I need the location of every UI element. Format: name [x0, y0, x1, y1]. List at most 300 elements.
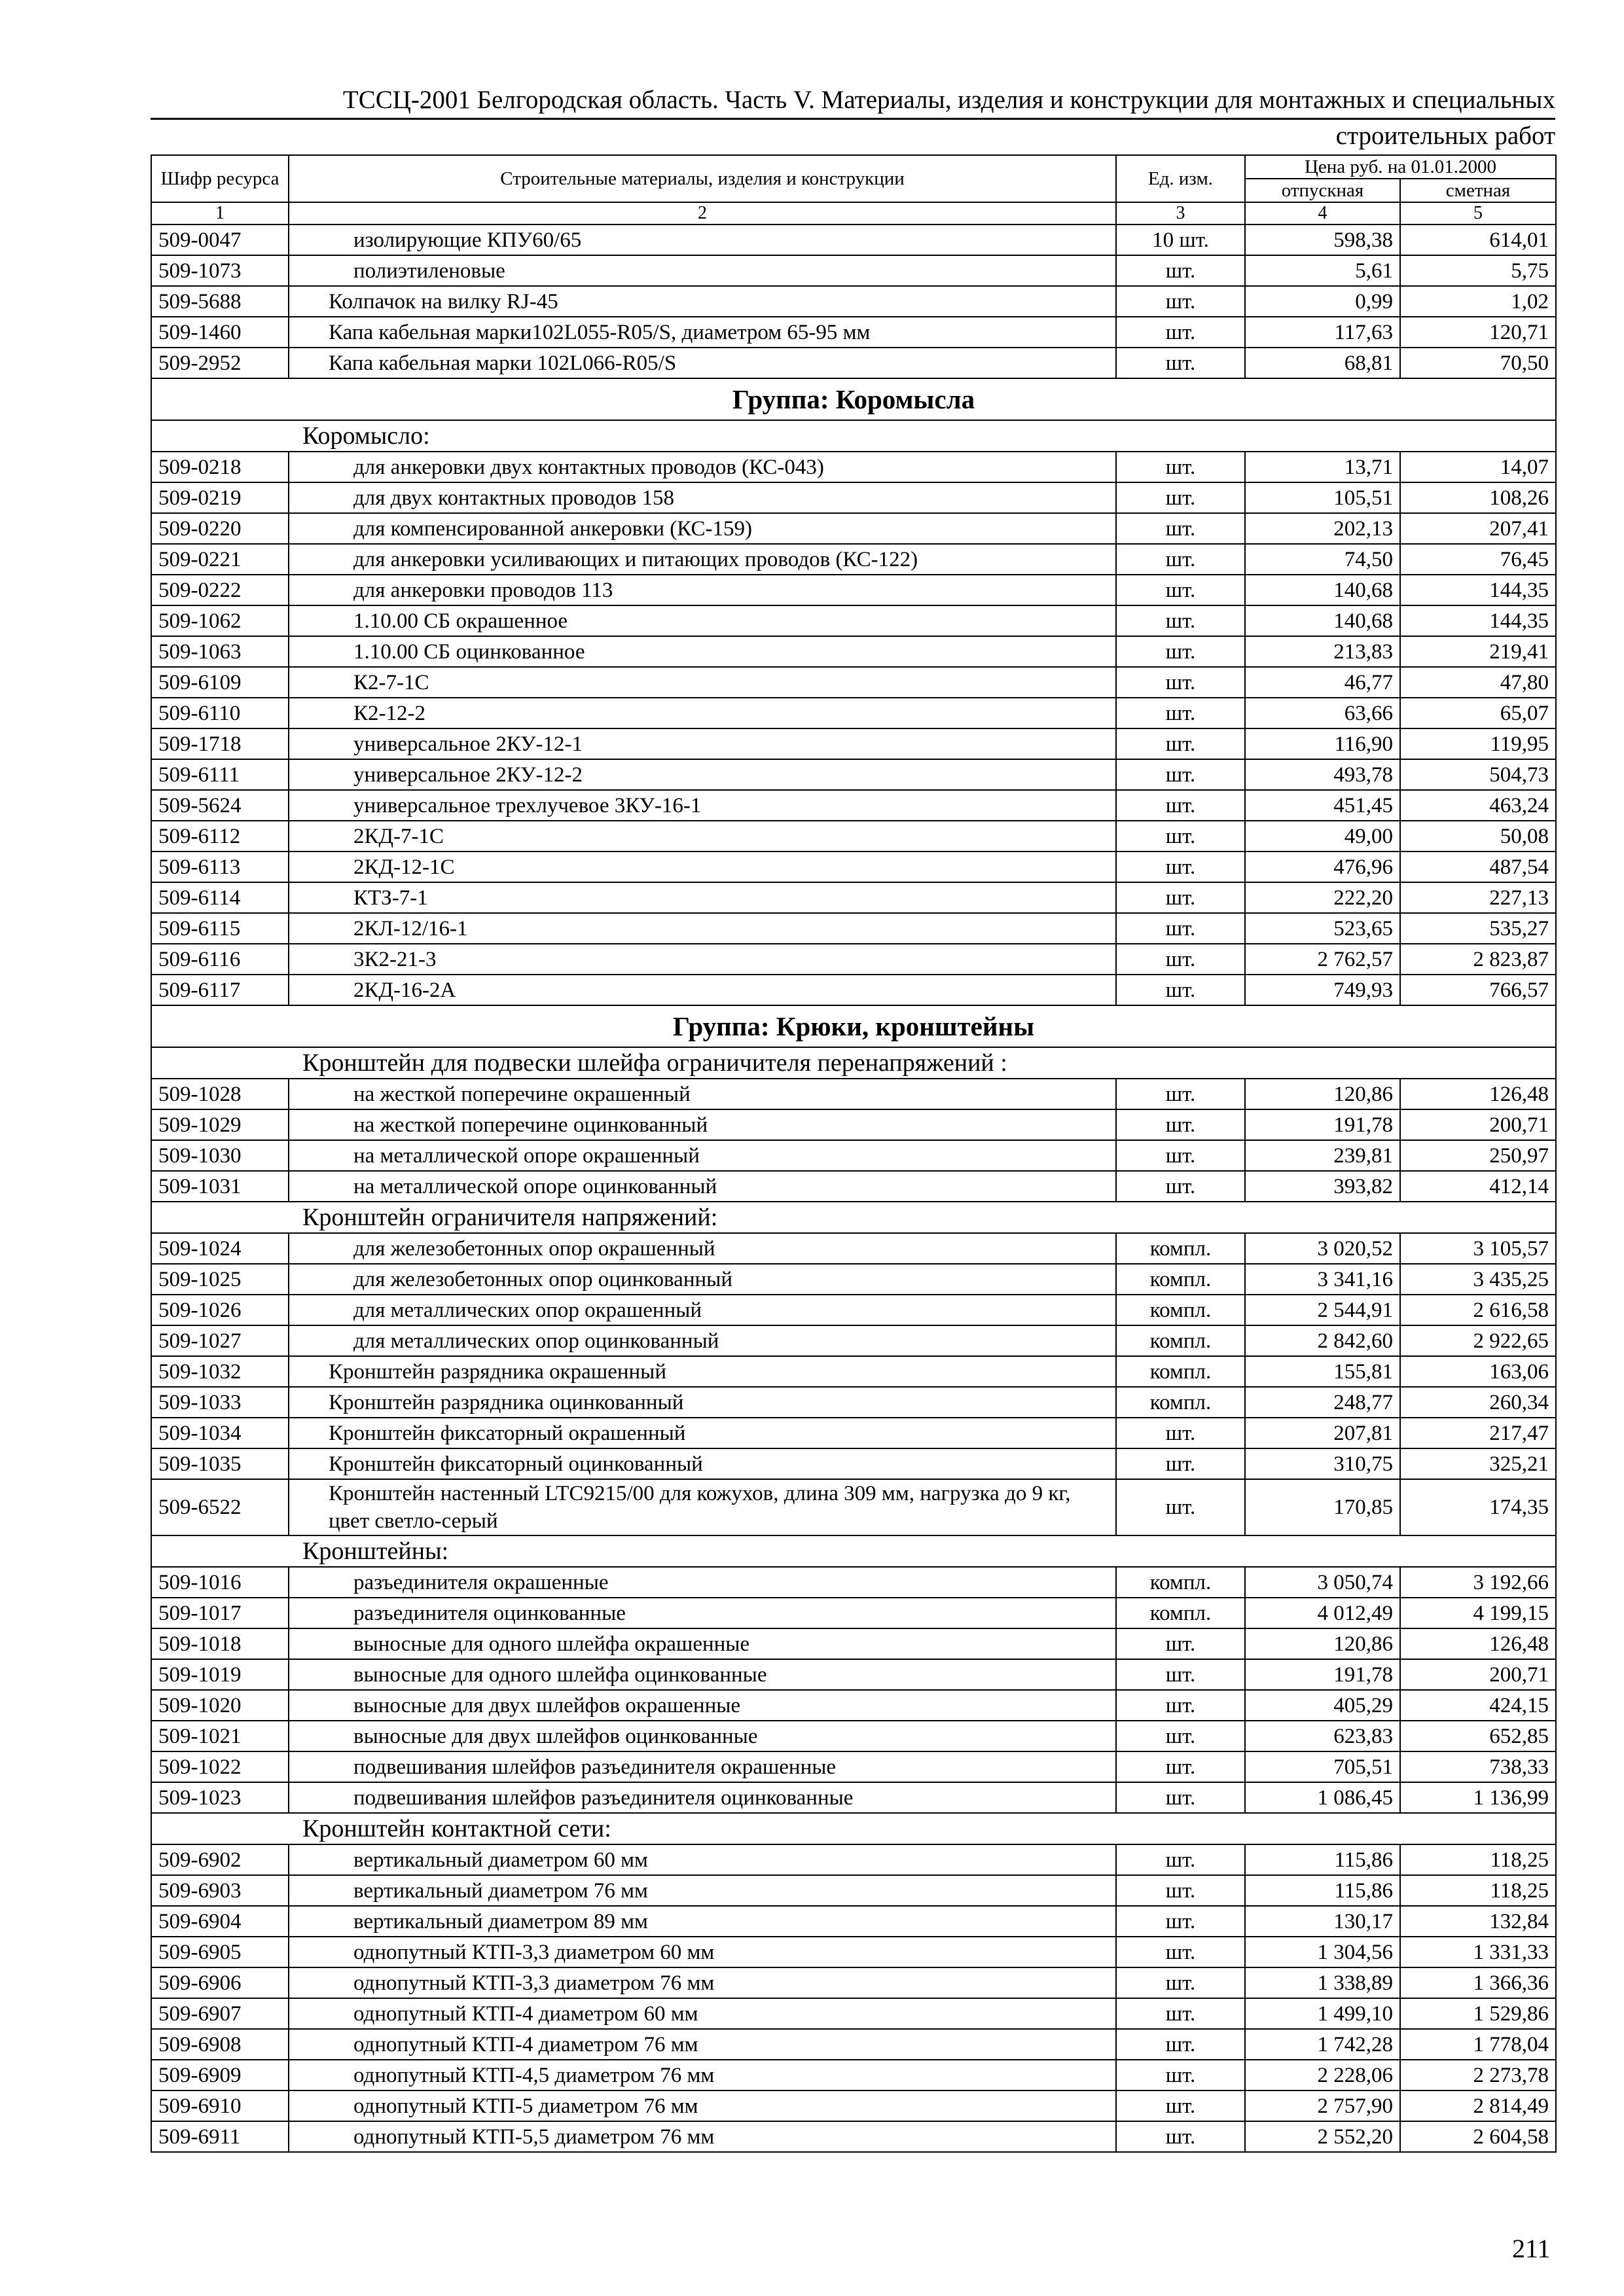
unit-cell: шт.	[1116, 1967, 1245, 1998]
estimate-price-cell: 200,71	[1400, 1659, 1556, 1690]
resource-code-cell: 509-6910	[151, 2090, 289, 2121]
unit-cell: шт.	[1116, 852, 1245, 882]
release-price-cell: 623,83	[1245, 1721, 1400, 1751]
table-row	[151, 224, 1556, 255]
unit-cell: шт.	[1116, 255, 1245, 286]
material-name-cell: выносные для двух шлейфов оцинкованные	[289, 1721, 1116, 1751]
release-price-cell: 115,86	[1245, 1875, 1400, 1906]
unit-cell: компл.	[1116, 1598, 1245, 1628]
release-price-cell: 117,63	[1245, 317, 1400, 348]
release-price-cell: 598,38	[1245, 224, 1400, 255]
table-row	[151, 913, 1556, 944]
unit-cell: шт.	[1116, 1690, 1245, 1721]
release-price-cell: 3 341,16	[1245, 1264, 1400, 1295]
resource-code-cell: 509-0218	[151, 452, 289, 482]
release-price-cell: 393,82	[1245, 1171, 1400, 1202]
resource-code-cell: 509-0220	[151, 513, 289, 544]
release-price-cell: 105,51	[1245, 482, 1400, 513]
estimate-price-cell: 163,06	[1400, 1356, 1556, 1387]
resource-code-cell: 509-1035	[151, 1448, 289, 1479]
table-row	[151, 2121, 1556, 2152]
estimate-price-cell: 487,54	[1400, 852, 1556, 882]
material-name-cell: для компенсированной анкеровки (КС-159)	[289, 513, 1116, 544]
estimate-price-cell: 1 331,33	[1400, 1937, 1556, 1967]
table-row	[151, 1418, 1556, 1448]
table-row	[151, 317, 1556, 348]
release-price-cell: 120,86	[1245, 1079, 1400, 1109]
col-header-code: Шифр ресурса	[151, 155, 289, 202]
resource-code-cell: 509-6113	[151, 852, 289, 882]
estimate-price-cell: 4 199,15	[1400, 1598, 1556, 1628]
resource-code-cell: 509-6908	[151, 2029, 289, 2060]
col-header-name: Строительные материалы, изделия и конструкции	[289, 155, 1116, 202]
resource-code-cell: 509-1062	[151, 605, 289, 636]
resource-code-cell: 509-1026	[151, 1295, 289, 1325]
material-name-cell: полиэтиленовые	[289, 255, 1116, 286]
material-name-cell: на металлической опоре окрашенный	[289, 1140, 1116, 1171]
unit-cell: шт.	[1116, 605, 1245, 636]
resource-code-cell: 509-0219	[151, 482, 289, 513]
estimate-price-cell: 207,41	[1400, 513, 1556, 544]
table-row	[151, 821, 1556, 852]
unit-cell: шт.	[1116, 1479, 1245, 1535]
unit-cell: шт.	[1116, 1079, 1245, 1109]
unit-cell: шт.	[1116, 1998, 1245, 2029]
table-row	[151, 1721, 1556, 1751]
unit-cell: шт.	[1116, 1844, 1245, 1875]
release-price-cell: 170,85	[1245, 1479, 1400, 1535]
unit-cell: компл.	[1116, 1356, 1245, 1387]
release-price-cell: 248,77	[1245, 1387, 1400, 1418]
resource-code-cell: 509-1025	[151, 1264, 289, 1295]
release-price-cell: 405,29	[1245, 1690, 1400, 1721]
estimate-price-cell: 1 136,99	[1400, 1782, 1556, 1813]
resource-code-cell: 509-6906	[151, 1967, 289, 1998]
table-row	[151, 1567, 1556, 1598]
release-price-cell: 46,77	[1245, 667, 1400, 698]
resource-code-cell: 509-6112	[151, 821, 289, 852]
unit-cell: шт.	[1116, 317, 1245, 348]
table-row	[151, 698, 1556, 728]
material-name-cell: К2-7-1С	[289, 667, 1116, 698]
table-row	[151, 1690, 1556, 1721]
release-price-cell: 705,51	[1245, 1751, 1400, 1782]
table-row	[151, 667, 1556, 698]
release-price-cell: 3 050,74	[1245, 1567, 1400, 1598]
subgroup-heading-row	[151, 1813, 1556, 1844]
estimate-price-cell: 47,80	[1400, 667, 1556, 698]
estimate-price-cell: 2 823,87	[1400, 944, 1556, 975]
table-row	[151, 1598, 1556, 1628]
unit-cell: шт.	[1116, 698, 1245, 728]
header-title-line2: строительных работ	[1335, 122, 1555, 150]
material-name-cell: Кронштейн фиксаторный окрашенный	[289, 1418, 1116, 1448]
unit-cell: шт.	[1116, 1875, 1245, 1906]
estimate-price-cell: 118,25	[1400, 1844, 1556, 1875]
release-price-cell: 493,78	[1245, 759, 1400, 790]
release-price-cell: 222,20	[1245, 882, 1400, 913]
table-row	[151, 1875, 1556, 1906]
unit-cell: шт.	[1116, 2029, 1245, 2060]
table-row	[151, 1448, 1556, 1479]
estimate-price-cell: 76,45	[1400, 544, 1556, 575]
estimate-price-cell: 217,47	[1400, 1418, 1556, 1448]
material-name-cell: однопутный КТП-3,3 диаметром 60 мм	[289, 1937, 1116, 1967]
release-price-cell: 116,90	[1245, 728, 1400, 759]
release-price-cell: 1 499,10	[1245, 1998, 1400, 2029]
estimate-price-cell: 126,48	[1400, 1628, 1556, 1659]
estimate-price-cell: 2 604,58	[1400, 2121, 1556, 2152]
unit-cell: шт.	[1116, 913, 1245, 944]
release-price-cell: 140,68	[1245, 575, 1400, 605]
table-row	[151, 452, 1556, 482]
unit-cell: шт.	[1116, 636, 1245, 667]
release-price-cell: 74,50	[1245, 544, 1400, 575]
unit-cell: шт.	[1116, 759, 1245, 790]
resource-code-cell: 509-6522	[151, 1479, 289, 1535]
estimate-price-cell: 463,24	[1400, 790, 1556, 821]
material-name-cell: для анкеровки усиливающих и питающих проводов (КС-122)	[289, 544, 1116, 575]
resource-code-cell: 509-1032	[151, 1356, 289, 1387]
table-row	[151, 544, 1556, 575]
estimate-price-cell: 65,07	[1400, 698, 1556, 728]
col-header-unit: Ед. изм.	[1116, 155, 1245, 202]
unit-cell: шт.	[1116, 1751, 1245, 1782]
unit-cell: шт.	[1116, 1721, 1245, 1751]
material-name-cell: однопутный КТП-3,3 диаметром 76 мм	[289, 1967, 1116, 1998]
release-price-cell: 2 757,90	[1245, 2090, 1400, 2121]
price-table	[151, 154, 1557, 2153]
release-price-cell: 191,78	[1245, 1659, 1400, 1690]
resource-code-cell: 509-0221	[151, 544, 289, 575]
resource-code-cell: 509-0222	[151, 575, 289, 605]
resource-code-cell: 509-6115	[151, 913, 289, 944]
material-name-cell: Колпачок на вилку RJ-45	[289, 286, 1116, 317]
column-numbers-row	[151, 202, 1556, 224]
unit-cell: шт.	[1116, 1937, 1245, 1967]
material-name-cell: на металлической опоре оцинкованный	[289, 1171, 1116, 1202]
material-name-cell: однопутный КТП-5,5 диаметром 76 мм	[289, 2121, 1116, 2152]
col-number: 2	[289, 202, 1116, 224]
material-name-cell: для металлических опор оцинкованный	[289, 1325, 1116, 1356]
release-price-cell: 13,71	[1245, 452, 1400, 482]
material-name-cell: 3К2-21-3	[289, 944, 1116, 975]
estimate-price-cell: 50,08	[1400, 821, 1556, 852]
resource-code-cell: 509-6904	[151, 1906, 289, 1937]
resource-code-cell: 509-6109	[151, 667, 289, 698]
table-row	[151, 513, 1556, 544]
release-price-cell: 1 742,28	[1245, 2029, 1400, 2060]
material-name-cell: выносные для одного шлейфа окрашенные	[289, 1628, 1116, 1659]
table-row	[151, 1937, 1556, 1967]
material-name-cell: для двух контактных проводов 158	[289, 482, 1116, 513]
header-title-line1: ТССЦ-2001 Белгородская область. Часть V. Материалы, изделия и конструкции для монтажных и специальных	[151, 84, 1555, 120]
estimate-price-cell: 200,71	[1400, 1109, 1556, 1140]
group-heading-row	[151, 378, 1556, 420]
material-name-cell: вертикальный диаметром 89 мм	[289, 1906, 1116, 1937]
release-price-cell: 4 012,49	[1245, 1598, 1400, 1628]
release-price-cell: 191,78	[1245, 1109, 1400, 1140]
table-row	[151, 286, 1556, 317]
unit-cell: 10 шт.	[1116, 224, 1245, 255]
material-name-cell: Кронштейн настенный LTC9215/00 для кожухов, длина 309 мм, нагрузка до 9 кг, цвет светло-серый	[289, 1479, 1116, 1535]
table-row	[151, 348, 1556, 378]
release-price-cell: 202,13	[1245, 513, 1400, 544]
material-name-cell: Капа кабельная марки 102L066-R05/S	[289, 348, 1116, 378]
estimate-price-cell: 325,21	[1400, 1448, 1556, 1479]
estimate-price-cell: 1 366,36	[1400, 1967, 1556, 1998]
release-price-cell: 523,65	[1245, 913, 1400, 944]
subgroup-heading: Кронштейн для подвески шлейфа ограничителя перенапряжений :	[151, 1047, 1556, 1079]
resource-code-cell: 509-1022	[151, 1751, 289, 1782]
resource-code-cell: 509-0047	[151, 224, 289, 255]
release-price-cell: 115,86	[1245, 1844, 1400, 1875]
resource-code-cell: 509-6903	[151, 1875, 289, 1906]
material-name-cell: 2КД-12-1С	[289, 852, 1116, 882]
col-header-release: отпускная	[1245, 179, 1400, 202]
resource-code-cell: 509-5624	[151, 790, 289, 821]
estimate-price-cell: 219,41	[1400, 636, 1556, 667]
unit-cell: шт.	[1116, 575, 1245, 605]
release-price-cell: 49,00	[1245, 821, 1400, 852]
material-name-cell: Кронштейн разрядника оцинкованный	[289, 1387, 1116, 1418]
material-name-cell: К2-12-2	[289, 698, 1116, 728]
material-name-cell: 2КД-7-1С	[289, 821, 1116, 852]
subgroup-heading: Кронштейн контактной сети:	[151, 1813, 1556, 1844]
release-price-cell: 5,61	[1245, 255, 1400, 286]
estimate-price-cell: 2 814,49	[1400, 2090, 1556, 2121]
release-price-cell: 2 842,60	[1245, 1325, 1400, 1356]
table-row	[151, 1479, 1556, 1535]
unit-cell: шт.	[1116, 1418, 1245, 1448]
group-heading: Группа: Крюки, кронштейны	[151, 1005, 1556, 1047]
material-name-cell: на жесткой поперечине оцинкованный	[289, 1109, 1116, 1140]
estimate-price-cell: 766,57	[1400, 975, 1556, 1005]
release-price-cell: 63,66	[1245, 698, 1400, 728]
unit-cell: шт.	[1116, 544, 1245, 575]
col-number: 4	[1245, 202, 1400, 224]
estimate-price-cell: 118,25	[1400, 1875, 1556, 1906]
unit-cell: шт.	[1116, 2090, 1245, 2121]
material-name-cell: 1.10.00 СБ оцинкованное	[289, 636, 1116, 667]
material-name-cell: Капа кабельная марки102L055-R05/S, диаметром 65-95 мм	[289, 317, 1116, 348]
table-row	[151, 2090, 1556, 2121]
table-row	[151, 255, 1556, 286]
table-row	[151, 728, 1556, 759]
unit-cell: шт.	[1116, 513, 1245, 544]
resource-code-cell: 509-1034	[151, 1418, 289, 1448]
release-price-cell: 749,93	[1245, 975, 1400, 1005]
release-price-cell: 2 544,91	[1245, 1295, 1400, 1325]
estimate-price-cell: 2 273,78	[1400, 2060, 1556, 2090]
estimate-price-cell: 3 105,57	[1400, 1233, 1556, 1264]
page-number: 211	[1512, 2234, 1551, 2263]
col-number: 3	[1116, 202, 1245, 224]
unit-cell: шт.	[1116, 2121, 1245, 2152]
unit-cell: шт.	[1116, 821, 1245, 852]
release-price-cell: 3 020,52	[1245, 1233, 1400, 1264]
material-name-cell: разъединителя оцинкованные	[289, 1598, 1116, 1628]
table-row	[151, 852, 1556, 882]
table-row	[151, 2060, 1556, 2090]
unit-cell: компл.	[1116, 1387, 1245, 1418]
estimate-price-cell: 260,34	[1400, 1387, 1556, 1418]
resource-code-cell: 509-1023	[151, 1782, 289, 1813]
release-price-cell: 207,81	[1245, 1418, 1400, 1448]
unit-cell: шт.	[1116, 1628, 1245, 1659]
estimate-price-cell: 3 435,25	[1400, 1264, 1556, 1295]
estimate-price-cell: 144,35	[1400, 575, 1556, 605]
table-row	[151, 2029, 1556, 2060]
resource-code-cell: 509-6116	[151, 944, 289, 975]
material-name-cell: вертикальный диаметром 76 мм	[289, 1875, 1116, 1906]
table-row	[151, 482, 1556, 513]
table-row	[151, 1264, 1556, 1295]
unit-cell: шт.	[1116, 882, 1245, 913]
material-name-cell: КТЗ-7-1	[289, 882, 1116, 913]
unit-cell: компл.	[1116, 1295, 1245, 1325]
release-price-cell: 2 552,20	[1245, 2121, 1400, 2152]
estimate-price-cell: 174,35	[1400, 1479, 1556, 1535]
table-row	[151, 1356, 1556, 1387]
estimate-price-cell: 250,97	[1400, 1140, 1556, 1171]
page-header	[151, 84, 1555, 152]
resource-code-cell: 509-6111	[151, 759, 289, 790]
unit-cell: компл.	[1116, 1233, 1245, 1264]
subgroup-heading-row	[151, 1535, 1556, 1567]
subgroup-heading: Кронштейны:	[151, 1535, 1556, 1567]
unit-cell: шт.	[1116, 1140, 1245, 1171]
material-name-cell: однопутный КТП-4 диаметром 60 мм	[289, 1998, 1116, 2029]
resource-code-cell: 509-1063	[151, 636, 289, 667]
group-heading: Группа: Коромысла	[151, 378, 1556, 420]
resource-code-cell: 509-6110	[151, 698, 289, 728]
table-row	[151, 1906, 1556, 1937]
resource-code-cell: 509-1016	[151, 1567, 289, 1598]
table-row	[151, 1782, 1556, 1813]
unit-cell: шт.	[1116, 2060, 1245, 2090]
estimate-price-cell: 1 529,86	[1400, 1998, 1556, 2029]
resource-code-cell: 509-1028	[151, 1079, 289, 1109]
table-row	[151, 1171, 1556, 1202]
resource-code-cell: 509-6902	[151, 1844, 289, 1875]
material-name-cell: 1.10.00 СБ окрашенное	[289, 605, 1116, 636]
unit-cell: шт.	[1116, 1171, 1245, 1202]
estimate-price-cell: 1,02	[1400, 286, 1556, 317]
resource-code-cell: 509-5688	[151, 286, 289, 317]
material-name-cell: для анкеровки двух контактных проводов (КС-043)	[289, 452, 1116, 482]
material-name-cell: выносные для двух шлейфов окрашенные	[289, 1690, 1116, 1721]
table-row	[151, 1751, 1556, 1782]
material-name-cell: 2КЛ-12/16-1	[289, 913, 1116, 944]
group-heading-row	[151, 1005, 1556, 1047]
release-price-cell: 2 228,06	[1245, 2060, 1400, 2090]
estimate-price-cell: 504,73	[1400, 759, 1556, 790]
unit-cell: шт.	[1116, 728, 1245, 759]
table-row	[151, 882, 1556, 913]
table-row	[151, 1295, 1556, 1325]
estimate-price-cell: 227,13	[1400, 882, 1556, 913]
unit-cell: шт.	[1116, 944, 1245, 975]
release-price-cell: 130,17	[1245, 1906, 1400, 1937]
release-price-cell: 1 338,89	[1245, 1967, 1400, 1998]
resource-code-cell: 509-6911	[151, 2121, 289, 2152]
table-row	[151, 1967, 1556, 1998]
estimate-price-cell: 144,35	[1400, 605, 1556, 636]
unit-cell: шт.	[1116, 286, 1245, 317]
release-price-cell: 140,68	[1245, 605, 1400, 636]
resource-code-cell: 509-1024	[151, 1233, 289, 1264]
table-row	[151, 1079, 1556, 1109]
table-row	[151, 1628, 1556, 1659]
unit-cell: шт.	[1116, 452, 1245, 482]
resource-code-cell: 509-1017	[151, 1598, 289, 1628]
release-price-cell: 213,83	[1245, 636, 1400, 667]
release-price-cell: 155,81	[1245, 1356, 1400, 1387]
table-row	[151, 605, 1556, 636]
unit-cell: шт.	[1116, 348, 1245, 378]
unit-cell: шт.	[1116, 975, 1245, 1005]
estimate-price-cell: 70,50	[1400, 348, 1556, 378]
release-price-cell: 451,45	[1245, 790, 1400, 821]
resource-code-cell: 509-6905	[151, 1937, 289, 1967]
table-row	[151, 1233, 1556, 1264]
material-name-cell: для железобетонных опор оцинкованный	[289, 1264, 1116, 1295]
material-name-cell: Кронштейн фиксаторный оцинкованный	[289, 1448, 1116, 1479]
table-row	[151, 1140, 1556, 1171]
material-name-cell: подвешивания шлейфов разъединителя окрашенные	[289, 1751, 1116, 1782]
resource-code-cell: 509-2952	[151, 348, 289, 378]
material-name-cell: однопутный КТП-4 диаметром 76 мм	[289, 2029, 1116, 2060]
table-row	[151, 1659, 1556, 1690]
estimate-price-cell: 424,15	[1400, 1690, 1556, 1721]
resource-code-cell: 509-1021	[151, 1721, 289, 1751]
material-name-cell: однопутный КТП-4,5 диаметром 76 мм	[289, 2060, 1116, 2090]
unit-cell: шт.	[1116, 1782, 1245, 1813]
col-header-price: Цена руб. на 01.01.2000	[1245, 155, 1556, 179]
table-row	[151, 636, 1556, 667]
subgroup-heading: Кронштейн ограничителя напряжений:	[151, 1202, 1556, 1233]
release-price-cell: 476,96	[1245, 852, 1400, 882]
resource-code-cell: 509-1019	[151, 1659, 289, 1690]
material-name-cell: вертикальный диаметром 60 мм	[289, 1844, 1116, 1875]
resource-code-cell: 509-1460	[151, 317, 289, 348]
table-row	[151, 1109, 1556, 1140]
material-name-cell: Кронштейн разрядника окрашенный	[289, 1356, 1116, 1387]
material-name-cell: универсальное 2КУ-12-2	[289, 759, 1116, 790]
table-row	[151, 975, 1556, 1005]
resource-code-cell: 509-1031	[151, 1171, 289, 1202]
estimate-price-cell: 120,71	[1400, 317, 1556, 348]
material-name-cell: 2КД-16-2А	[289, 975, 1116, 1005]
release-price-cell: 239,81	[1245, 1140, 1400, 1171]
col-number: 5	[1400, 202, 1556, 224]
table-row	[151, 1325, 1556, 1356]
estimate-price-cell: 119,95	[1400, 728, 1556, 759]
table-row	[151, 790, 1556, 821]
subgroup-heading-row	[151, 1202, 1556, 1233]
subgroup-heading-row	[151, 1047, 1556, 1079]
unit-cell: шт.	[1116, 1109, 1245, 1140]
estimate-price-cell: 14,07	[1400, 452, 1556, 482]
table-row	[151, 1387, 1556, 1418]
resource-code-cell: 509-6907	[151, 1998, 289, 2029]
unit-cell: шт.	[1116, 1906, 1245, 1937]
unit-cell: шт.	[1116, 1659, 1245, 1690]
price-table-body	[151, 224, 1556, 2152]
resource-code-cell: 509-1018	[151, 1628, 289, 1659]
release-price-cell: 120,86	[1245, 1628, 1400, 1659]
